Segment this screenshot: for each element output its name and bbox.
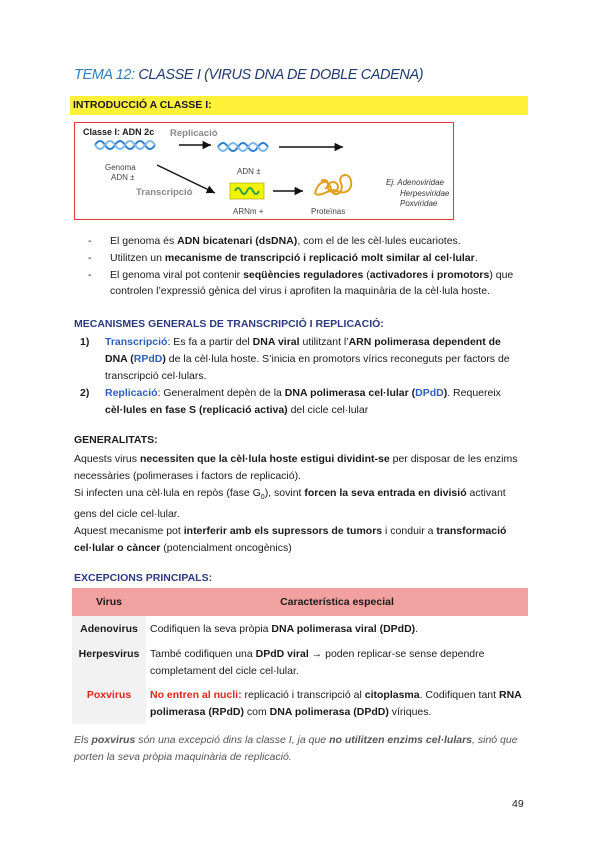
intro-heading: INTRODUCCIÓ A CLASSE I: [73, 99, 212, 111]
generalitats-text [74, 451, 530, 557]
protein-blob [315, 175, 351, 195]
table-row [72, 616, 528, 641]
gen-paragraph: Si infecten una cèl·lula en repòs (fase $G_0$), sovint forcen la seva entrada en divisió activant gens del cicle cel·lular. [74, 486, 506, 521]
example-herpesviridae: Herpesviridae [400, 188, 450, 198]
header-characteristic: Característica especial [146, 588, 528, 616]
table-header-row [72, 588, 528, 616]
gen-paragraph: Aquests virus necessiten que la cèl·lula hoste estigui dividint-se per disposar de les enzims necessàries (polimerases i factors de replicació). [74, 453, 518, 482]
label-adn: ADN ± [237, 167, 261, 176]
cell-virus: Herpesvirus [72, 641, 146, 683]
gen-paragraph: Aquest mecanisme pot interferir amb els supressors de tumors i conduir a transformació cel·lular o càncer (potencialment oncogènics) [74, 525, 507, 555]
cell-characteristic: No entren al nucli: replicació i transcripció al citoplasma. Codifiquen tant RNA polimerasa (RPdD) com DNA polimerasa (DPdD) víriques. [150, 689, 522, 719]
cell-virus: Adenovirus [72, 616, 146, 641]
table-row [72, 641, 528, 683]
class-i-diagram [74, 122, 454, 220]
examples-list [386, 178, 449, 210]
title-text: CLASSE I (VIRUS DNA DE DOBLE CADENA) [134, 67, 424, 83]
diagram-label: Classe I: ADN 2c [83, 127, 155, 137]
exceptions-table [72, 588, 528, 724]
intro-heading-bar [70, 96, 528, 115]
intro-bullets [88, 233, 528, 300]
page-title [74, 67, 423, 83]
label-transcripcio: Transcripció [136, 187, 193, 198]
title-prefix: TEMA 12: [74, 67, 135, 83]
header-virus: Virus [72, 588, 146, 616]
mechanisms-heading: MECANISMES GENERALS DE TRANSCRIPCIÓ I REPLICACIÓ: [74, 318, 384, 330]
label-genoma: Genoma [105, 163, 136, 172]
label-replicacio: Replicació [170, 128, 218, 139]
page-number: 49 [512, 798, 524, 810]
dna-helix-product [218, 143, 268, 151]
bullet-item: - Utilitzen un mecanisme de transcripció i replicació molt similar al cel·lular. [88, 251, 478, 264]
dna-helix-genome [95, 141, 155, 149]
bullet-item: - El genoma viral pot contenir seqüències reguladores (activadores i promotors) que controlen l’expressió gènica del virus i aprofiten la maquinària de la cèl·lula hoste. [88, 268, 514, 298]
cell-characteristic: També codifiquen una DPdD viral → poden replicar-se sense dependre completament del cicle cel·lular. [150, 647, 485, 677]
mechanism-item-transcription: 1) Transcripció: Es fa a partir del DNA viral utilitzant l’ARN polimerasa dependent de DNA (RPdD) de la cèl·lula hoste. S’inicia en promotors vírics reconeguts per factors de transcripció cel·lulars. [80, 336, 510, 382]
mechanism-item-replication: 2) Replicació: Generalment depèn de la DNA polimerasa cel·lular (DPdD). Requereix cèl·lules en fase S (replicació activa) del cicle cel·lular [80, 387, 501, 416]
generalitats-heading: GENERALITATS: [74, 434, 158, 446]
label-genoma-adn: ADN ± [111, 173, 135, 182]
example-adenoviridae: Ej. Adenoviridae [386, 178, 444, 187]
bullet-item: - El genoma és ADN bicatenari (dsDNA), com el de les cèl·lules eucariotes. [88, 235, 461, 247]
label-arnm: ARNm + [233, 207, 264, 216]
example-poxviridae: Poxviridae [400, 199, 438, 208]
closing-note: Els poxvirus són una excepció dins la classe I, ja que no utilitzen enzims cel·lulars, sinó que porten la seva pròpia maquinària de replicació. [74, 734, 518, 763]
label-proteines: Proteïnas [311, 207, 346, 216]
exceptions-heading: EXCEPCIONS PRINCIPALS: [74, 572, 213, 584]
cell-virus: Poxvirus [72, 682, 146, 724]
cell-characteristic: Codifiquen la seva pròpia DNA polimerasa viral (DPdD). [150, 623, 419, 635]
table-row [72, 682, 528, 724]
